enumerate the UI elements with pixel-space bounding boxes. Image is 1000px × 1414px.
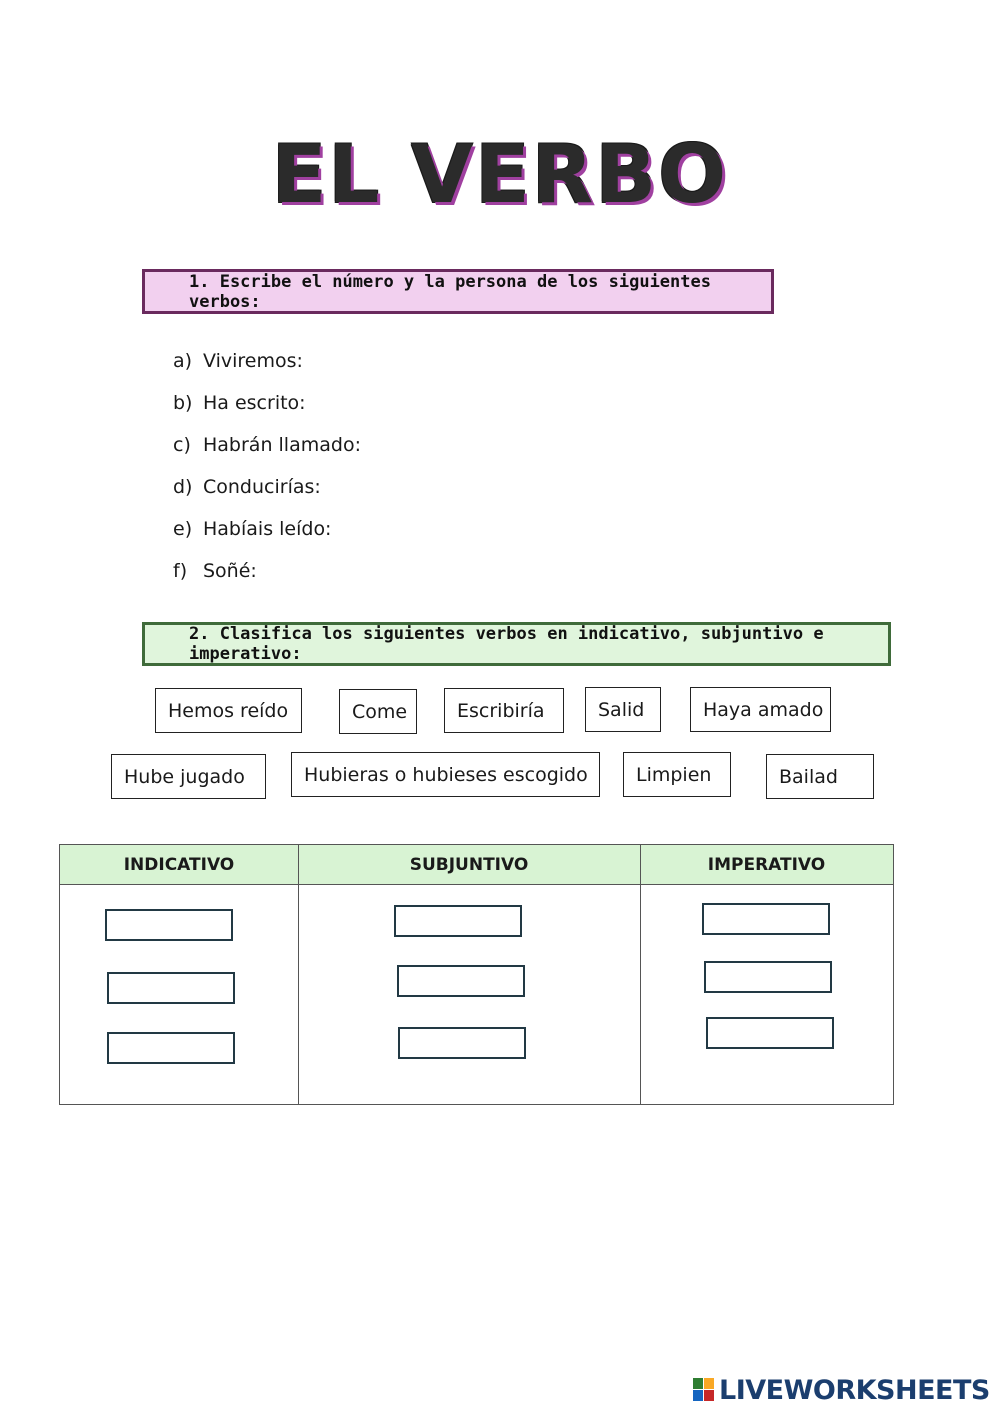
drop-zone-imperativo-2[interactable] xyxy=(704,961,832,993)
column-header-subjuntivo: SUBJUNTIVO xyxy=(298,845,640,885)
drop-zone-indicativo-2[interactable] xyxy=(107,972,235,1004)
brand-name: LIVEWORKSHEETS xyxy=(719,1374,990,1406)
drop-zone-indicativo-3[interactable] xyxy=(107,1032,235,1064)
list-item: e) Habíais leído: xyxy=(173,518,332,540)
drop-zone-subjuntivo-1[interactable] xyxy=(394,905,522,937)
list-item: f) Soñé: xyxy=(173,560,257,582)
page-title: EL VERBO xyxy=(271,128,729,221)
drop-zone-subjuntivo-2[interactable] xyxy=(397,965,525,997)
verb-chip-hubieras-escogido[interactable]: Hubieras o hubieses escogido xyxy=(291,752,600,797)
drop-zone-subjuntivo-3[interactable] xyxy=(398,1027,526,1059)
verb-chip-hemos-reido[interactable]: Hemos reído xyxy=(155,688,302,733)
column-header-imperativo: IMPERATIVO xyxy=(640,845,893,885)
exercise1-list xyxy=(173,340,361,592)
verb-chip-come[interactable]: Come xyxy=(339,689,417,734)
classification-table xyxy=(59,844,894,1105)
list-item: c) Habrán llamado: xyxy=(173,434,361,456)
column-divider xyxy=(640,845,641,1104)
verb-chip-escribiria[interactable]: Escribiría xyxy=(444,688,564,733)
exercise2-instruction: 2. Clasifica los siguientes verbos en indicativo, subjuntivo e imperativo: xyxy=(142,622,891,666)
verb-chip-bailad[interactable]: Bailad xyxy=(766,754,874,799)
verb-chip-haya-amado[interactable]: Haya amado xyxy=(690,687,831,732)
list-item: a) Viviremos: xyxy=(173,350,303,372)
column-divider xyxy=(298,845,299,1104)
drop-zone-imperativo-1[interactable] xyxy=(702,903,830,935)
verb-chip-hube-jugado[interactable]: Hube jugado xyxy=(111,754,266,799)
liveworksheets-brand xyxy=(693,1374,990,1406)
list-item: d) Conducirías: xyxy=(173,476,321,498)
exercise1-instruction: 1. Escribe el número y la persona de los siguientes verbos: xyxy=(142,269,774,314)
verb-chip-limpien[interactable]: Limpien xyxy=(623,752,731,797)
drop-zone-indicativo-1[interactable] xyxy=(105,909,233,941)
drop-zone-imperativo-3[interactable] xyxy=(706,1017,834,1049)
list-item: b) Ha escrito: xyxy=(173,392,306,414)
liveworksheets-logo-icon xyxy=(693,1378,715,1402)
verb-chip-salid[interactable]: Salid xyxy=(585,687,661,732)
column-header-indicativo: INDICATIVO xyxy=(60,845,298,885)
